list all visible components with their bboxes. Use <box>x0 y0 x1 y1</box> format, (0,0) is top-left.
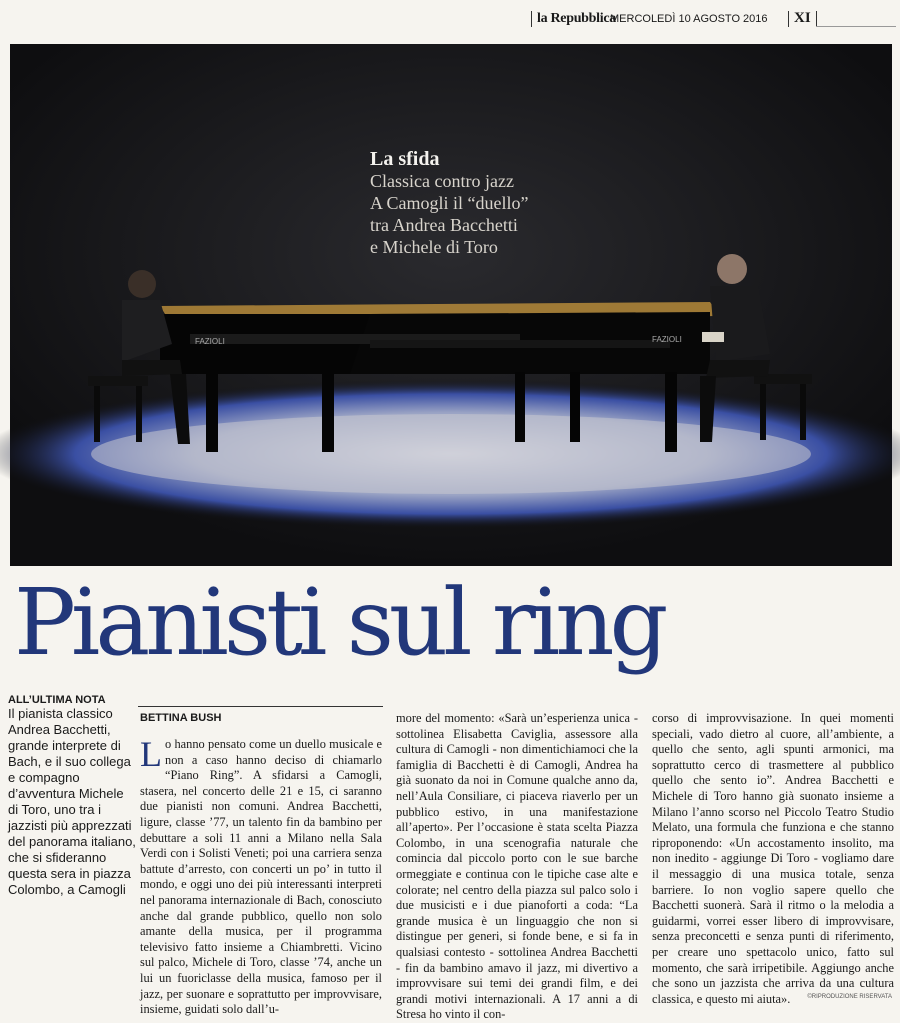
sidebar-text: Il pianista classico Andrea Bacchetti, grande interprete di Bach, e il suo collega e compagno d’avventura Michele di Toro, uno tra i jazzisti più apprezzati del panorama italiano, che si sfideranno questa sera in piazza Colombo, a Camogli <box>8 706 136 897</box>
bench-left <box>88 376 148 386</box>
page-number: XI <box>794 10 811 26</box>
header-divider <box>788 11 789 27</box>
header-divider <box>531 11 532 27</box>
article-column-3: corso di improvvisazione. In quei momenti speciali, vado dietro al cuore, all’ambiente, a quello che sento, agli spunti armonici, ma soprattutto cerco di trasmettere al pubblico quello che sento io”. Andrea Bacchetti e Michele di Toro hanno già suonato insieme a Milano l’anno scorso nel Piccolo Teatro Studio Melato, una formula che funziona e che stanno riproponendo: «Un accostamento insolito, ma non inedito - aggiunge Di Toro - vogliamo dare il messaggio di una musica totale, senza barriere. Io non voglio sapere quello che Bacchetti suonerà. Sarà il ritmo o la melodia a guidarmi, vorrei esser libero di improvvisare, senza preconcetti e senza punti di riferimento, per creare uno spettacolo unico, fatto sul momento, che sarà irripetibile. Aggiungo anche che sono un jazzista che arriva da una cultura classica, e questo mi aiuta». <box>652 711 894 1006</box>
issue-date: MERCOLEDÌ 10 AGOSTO 2016 <box>610 13 768 25</box>
caption-line: tra Andrea Bacchetti <box>370 215 518 235</box>
article-headline: Pianisti sul ring <box>14 569 664 676</box>
caption-title: La sfida <box>370 148 440 170</box>
caption-line: Classica contro jazz <box>370 171 514 191</box>
page-header <box>0 8 900 28</box>
caption-line: e Michele di Toro <box>370 237 498 257</box>
photo-caption <box>370 148 528 258</box>
stage-illustration <box>10 44 892 566</box>
piano-brand-right: FAZIOLI <box>652 335 682 344</box>
byline: BETTINA BUSH <box>140 712 222 724</box>
byline-rule <box>138 706 383 707</box>
article-column-2: more del momento: «Sarà un’esperienza unica - sottolinea Elisabetta Caviglia, assessore alla cultura di Camogli - non dimentichiamoci che la famiglia di Bacchetti è di Camogli, Andrea ha già suonato da noi in Comune qualche anno da, nell’Aula Consiliare, ci piaceva riaverlo per un pubblico estivo, in una manifestazione all’aperto». Per l’occasione è stata scelta Piazza Colombo, in una scenografia naturale che comincia dal piccolo porto con le sue barche ormeggiate e continua con le tipiche case alte e colorate; nel centro della piazza sul palco solo i due musicisti e i due pianoforti a coda: “La grande musica è un linguaggio che non si distingue per generi, si fonde bene, e si fa in qualsiasi contesto - sottolinea Andrea Bacchetti - fin da bambino amavo il jazz, mi divertivo a improvvisare sui temi dei grandi film, e dei grandi motivi internazionali. A 17 anni a di Stresa ho vinto il con- <box>396 711 638 1022</box>
caption-line: A Camogli il “duello” <box>370 193 529 213</box>
newspaper-brand: la Repubblica <box>537 11 616 26</box>
piano-brand-left: FAZIOLI <box>195 337 225 346</box>
copyright-notice: ©RIPRODUZIONE RISERVATA <box>807 994 892 1000</box>
header-divider <box>816 11 817 27</box>
drop-cap: L <box>140 734 162 774</box>
sidebar-kicker: ALL’ULTIMA NOTA <box>8 694 106 706</box>
article-column-1 <box>140 734 382 1018</box>
header-underline <box>816 26 896 27</box>
concert-photo <box>10 44 892 566</box>
column-text: o hanno pensato come un duello musicale e non a caso hanno deciso di chiamarlo “Piano Ring”. A sfidarsi a Camogli, stasera, nel concerto delle 21 e 15, ci saranno due pianisti non comuni. Andrea Bacchetti, ligure, classe ’77, un talento fin da bambino per debuttare a soli 11 anni a Milano nella Sala Verdi con i Solisti Veneti; poi una carriera senza battute d’arresto, con concerti un po’ in tutto il mondo, e oggi uno dei più interessanti interpreti nel panorama internazionale di Bach, conosciuto anche dal grande pubblico, quello non solo amante della musica, per il programma televisivo fatto insieme a Chiambretti. Vicino sul palco, Michele di Toro, classe ’74, anche un lui un fuoriclasse della musica, famoso per il jazz, per suonare e soprattutto per improvvisare, insieme, guidati solo dall’u- <box>140 737 382 1017</box>
